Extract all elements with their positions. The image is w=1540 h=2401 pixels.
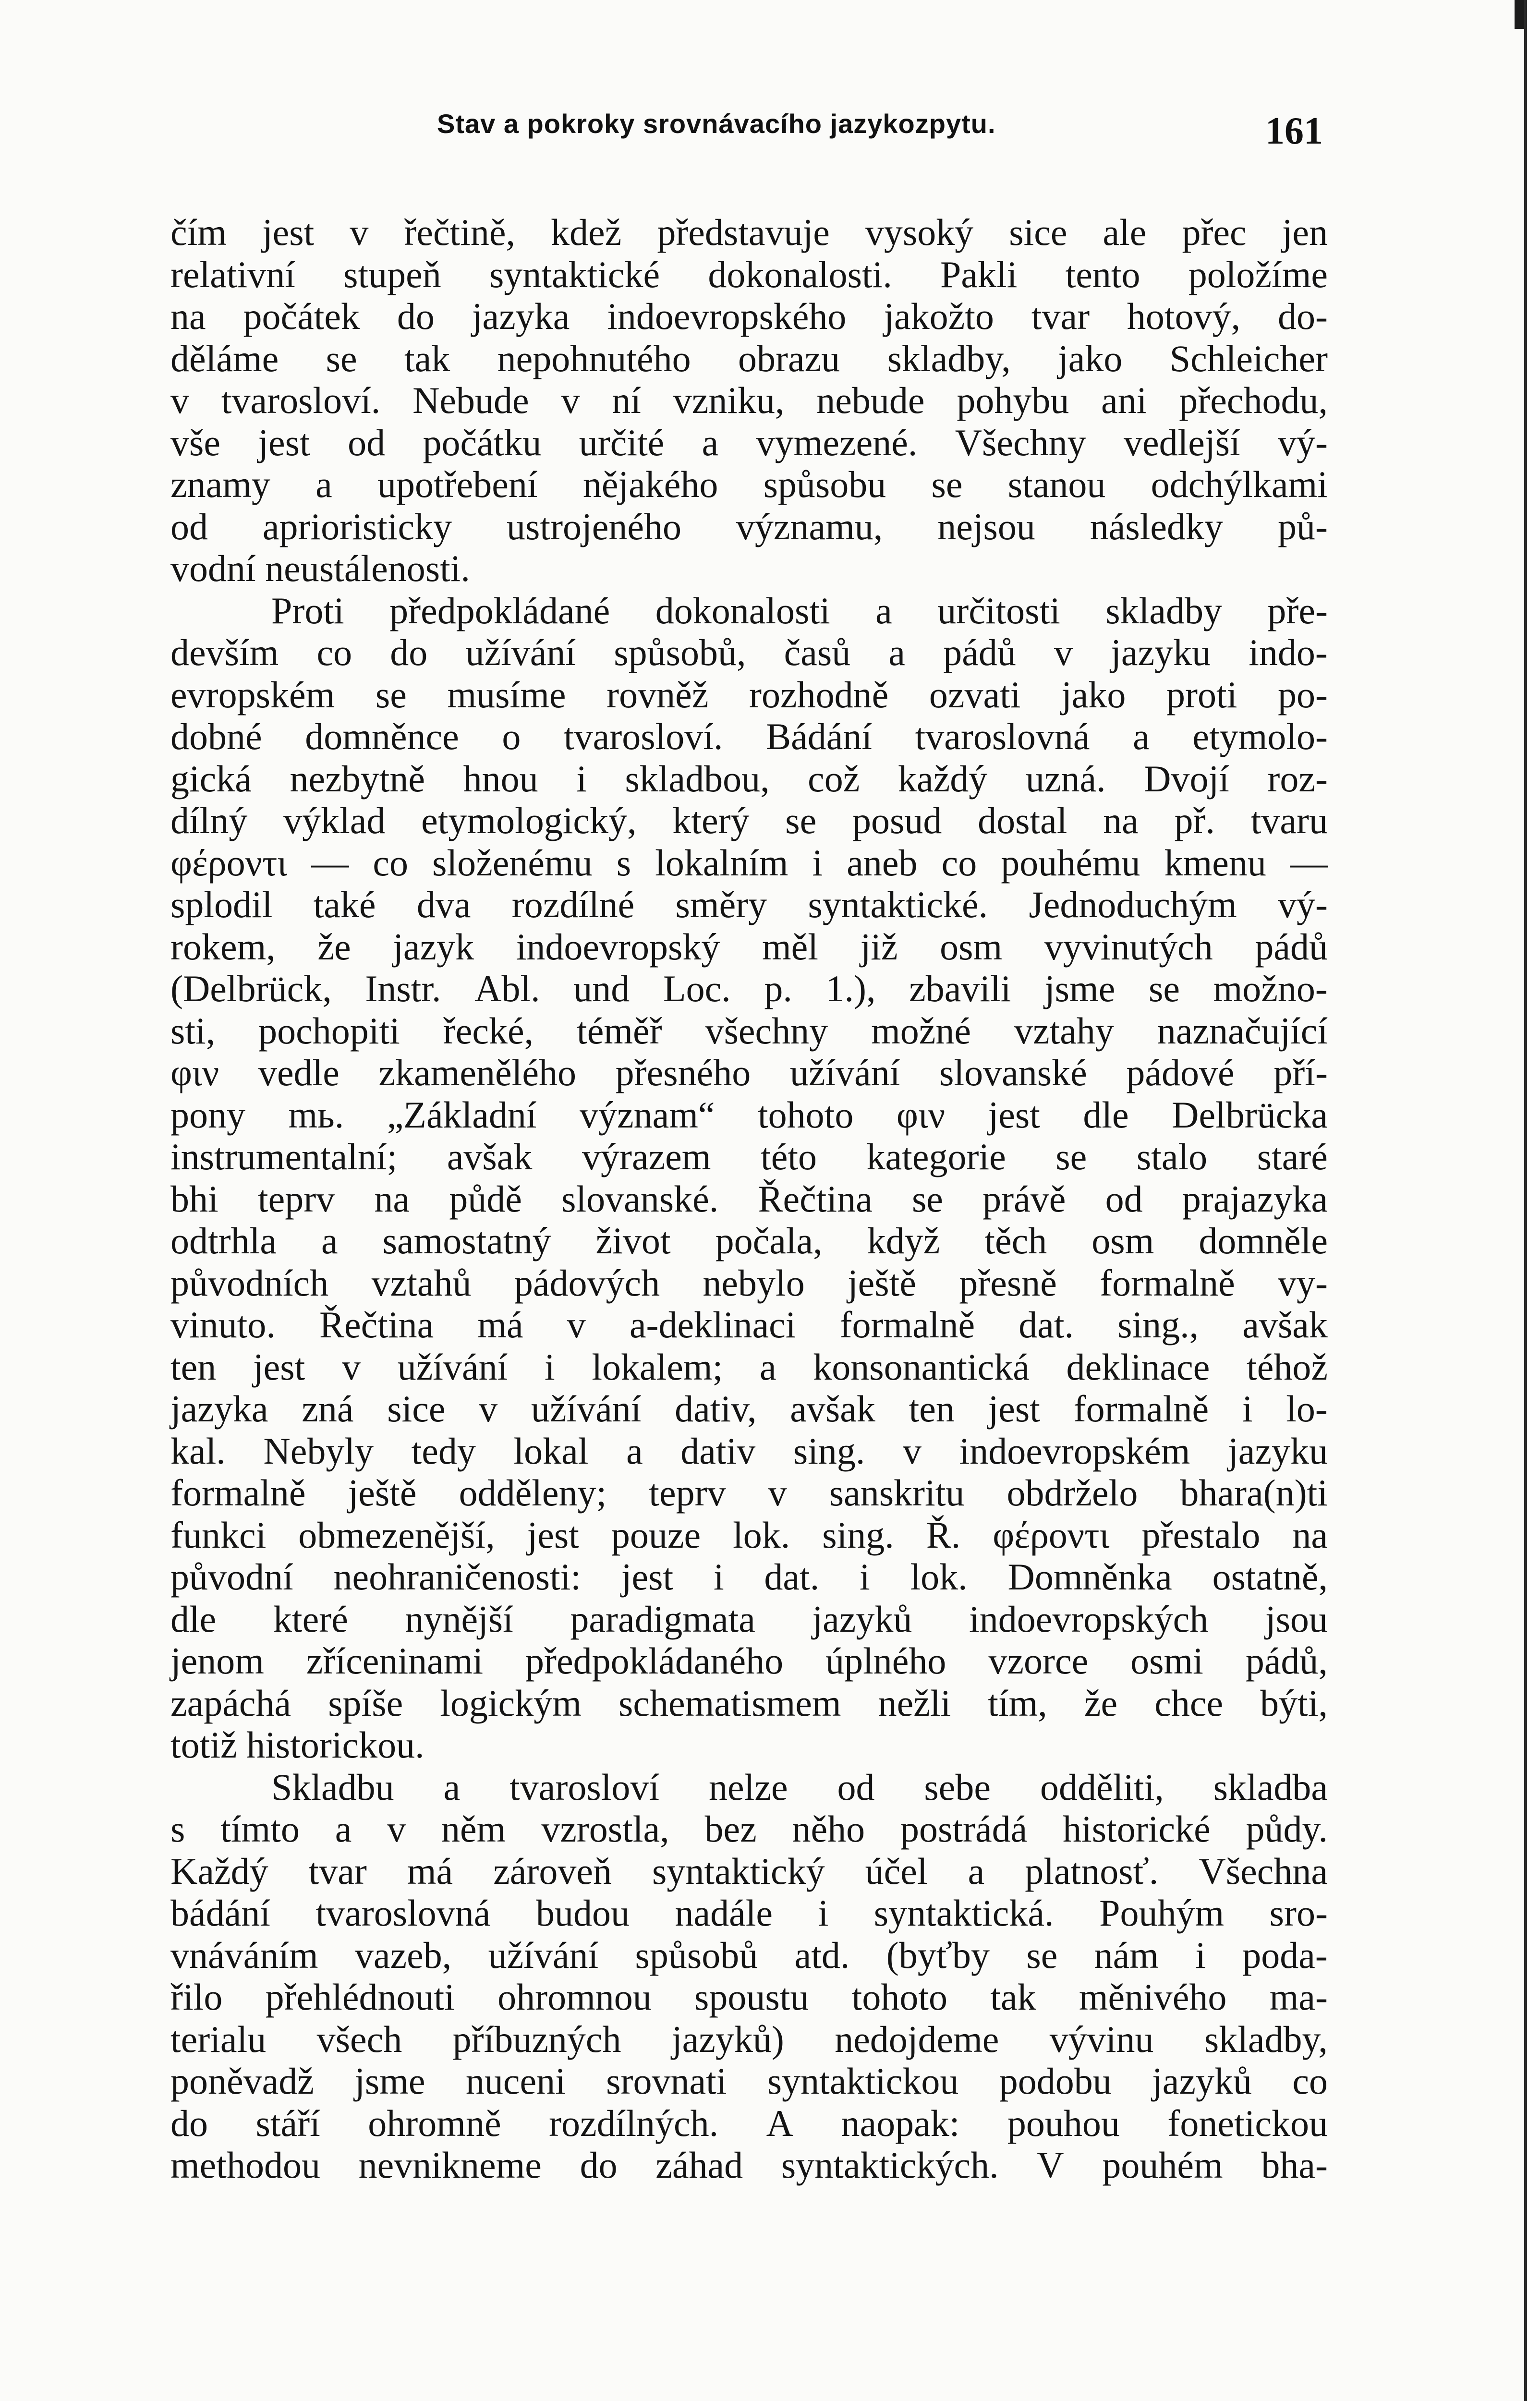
text-line: na počátek do jazyka indoevropského jakožto tvar hotový, do-	[170, 295, 1328, 337]
text-line: bhi teprv na půdě slovanské. Řečtina se právě od prajazyka	[170, 1177, 1328, 1220]
text-line: jazyka zná sice v užívání dativ, avšak ten jest formalně i lo-	[170, 1388, 1328, 1430]
text-line: znamy a upotřebení nějakého spůsobu se stanou odchýlkami	[170, 463, 1328, 505]
text-line: rokem, že jazyk indoevropský měl již osm vyvinutých pádů	[170, 925, 1328, 968]
text-line: čím jest v řečtině, kdež představuje vysoký sice ale přec jen	[170, 211, 1328, 253]
text-line: sti, pochopiti řecké, téměř všechny možné vztahy naznačující	[170, 1009, 1328, 1052]
text-line: dobné domněnce o tvarosloví. Bádání tvaroslovná a etymolo-	[170, 715, 1328, 757]
page-number: 161	[1265, 110, 1323, 152]
text-line: φέροντι — co složenému s lokalním i aneb co pouhému kmenu —	[170, 841, 1328, 884]
text-line: pony mь. „Základní význam“ tohoto φιν jest dle Delbrücka	[170, 1093, 1328, 1136]
text-line: Proti předpokládané dokonalosti a určitosti skladby pře-	[271, 589, 1328, 631]
text-line: totiž historickou.	[170, 1724, 424, 1766]
text-line: vodní neustálenosti.	[170, 547, 470, 589]
text-line: řilo přehlédnouti ohromnou spoustu tohoto tak měnivého ma-	[170, 1976, 1328, 2018]
text-line: původní neohraničenosti: jest i dat. i lok. Domněnka ostatně,	[170, 1556, 1328, 1598]
body-text	[170, 211, 1328, 2186]
text-line: zapáchá spíše logickým schematismem nežli tím, že chce býti,	[170, 1682, 1328, 1724]
text-line: v tvarosloví. Nebude v ní vzniku, nebude pohybu ani přechodu,	[170, 379, 1328, 421]
text-line: (Delbrück, Instr. Abl. und Loc. p. 1.), zbavili jsme se možno-	[170, 968, 1328, 1009]
text-line: relativní stupeň syntaktické dokonalosti. Pakli tento položíme	[170, 253, 1328, 295]
text-line: Skladbu a tvarosloví nelze od sebe odděliti, skladba	[271, 1766, 1328, 1808]
text-line: splodil také dva rozdílné směry syntaktické. Jednoduchým vý-	[170, 884, 1328, 925]
text-line: terialu všech příbuzných jazyků) nedojdeme vývinu skladby,	[170, 2018, 1328, 2060]
text-line: kal. Nebyly tedy lokal a dativ sing. v indoevropském jazyku	[170, 1430, 1328, 1472]
text-line: do stáří ohromně rozdílných. A naopak: pouhou fonetickou	[170, 2102, 1328, 2144]
text-line: dle které nynější paradigmata jazyků indoevropských jsou	[170, 1598, 1328, 1640]
text-line: φιν vedle zkamenělého přesného užívání slovanské pádové pří-	[170, 1052, 1328, 1093]
page-edge-mark	[1515, 0, 1524, 29]
running-header: Stav a pokroky srovnávacího jazykozpytu.	[437, 109, 996, 139]
text-line: vnáváním vazeb, užívání spůsobů atd. (byťby se nám i poda-	[170, 1934, 1328, 1976]
text-line: ten jest v užívání i lokalem; a konsonantická deklinace téhož	[170, 1346, 1328, 1388]
text-line: methodou nevnikneme do záhad syntaktických. V pouhém bha-	[170, 2144, 1328, 2186]
text-line: od aprioristicky ustrojeného významu, nejsou následky pů-	[170, 505, 1328, 547]
text-line: funkci obmezenější, jest pouze lok. sing. Ř. φέροντι přestalo na	[170, 1514, 1328, 1556]
text-line: poněvadž jsme nuceni srovnati syntaktickou podobu jazyků co	[170, 2060, 1328, 2102]
text-line: děláme se tak nepohnutého obrazu skladby, jako Schleicher	[170, 337, 1328, 379]
text-line: s tímto a v něm vzrostla, bez něho postrádá historické půdy.	[170, 1808, 1328, 1850]
text-line: odtrhla a samostatný život počala, když těch osm domněle	[170, 1220, 1328, 1261]
text-line: gická nezbytně hnou i skladbou, což každý uzná. Dvojí roz-	[170, 757, 1328, 800]
text-line: bádání tvaroslovná budou nadále i syntaktická. Pouhým sro-	[170, 1892, 1328, 1934]
text-line: dílný výklad etymologický, který se posud dostal na př. tvaru	[170, 800, 1328, 841]
text-line: vinuto. Řečtina má v a-deklinaci formalně dat. sing., avšak	[170, 1304, 1328, 1346]
text-line: devším co do užívání spůsobů, časů a pádů v jazyku indo-	[170, 631, 1328, 673]
text-line: jenom zříceninami předpokládaného úplného vzorce osmi pádů,	[170, 1640, 1328, 1682]
text-line: instrumentalní; avšak výrazem této kategorie se stalo staré	[170, 1136, 1328, 1177]
text-line: evropském se musíme rovněž rozhodně ozvati jako proti po-	[170, 673, 1328, 715]
text-line: Každý tvar má zároveň syntaktický účel a platnosť. Všechna	[170, 1850, 1328, 1892]
text-line: původních vztahů pádových nebylo ještě přesně formalně vy-	[170, 1261, 1328, 1304]
text-line: formalně ještě odděleny; teprv v sanskritu obdrželo bhara(n)ti	[170, 1472, 1328, 1514]
text-line: vše jest od počátku určité a vymezené. Všechny vedlejší vý-	[170, 421, 1328, 463]
